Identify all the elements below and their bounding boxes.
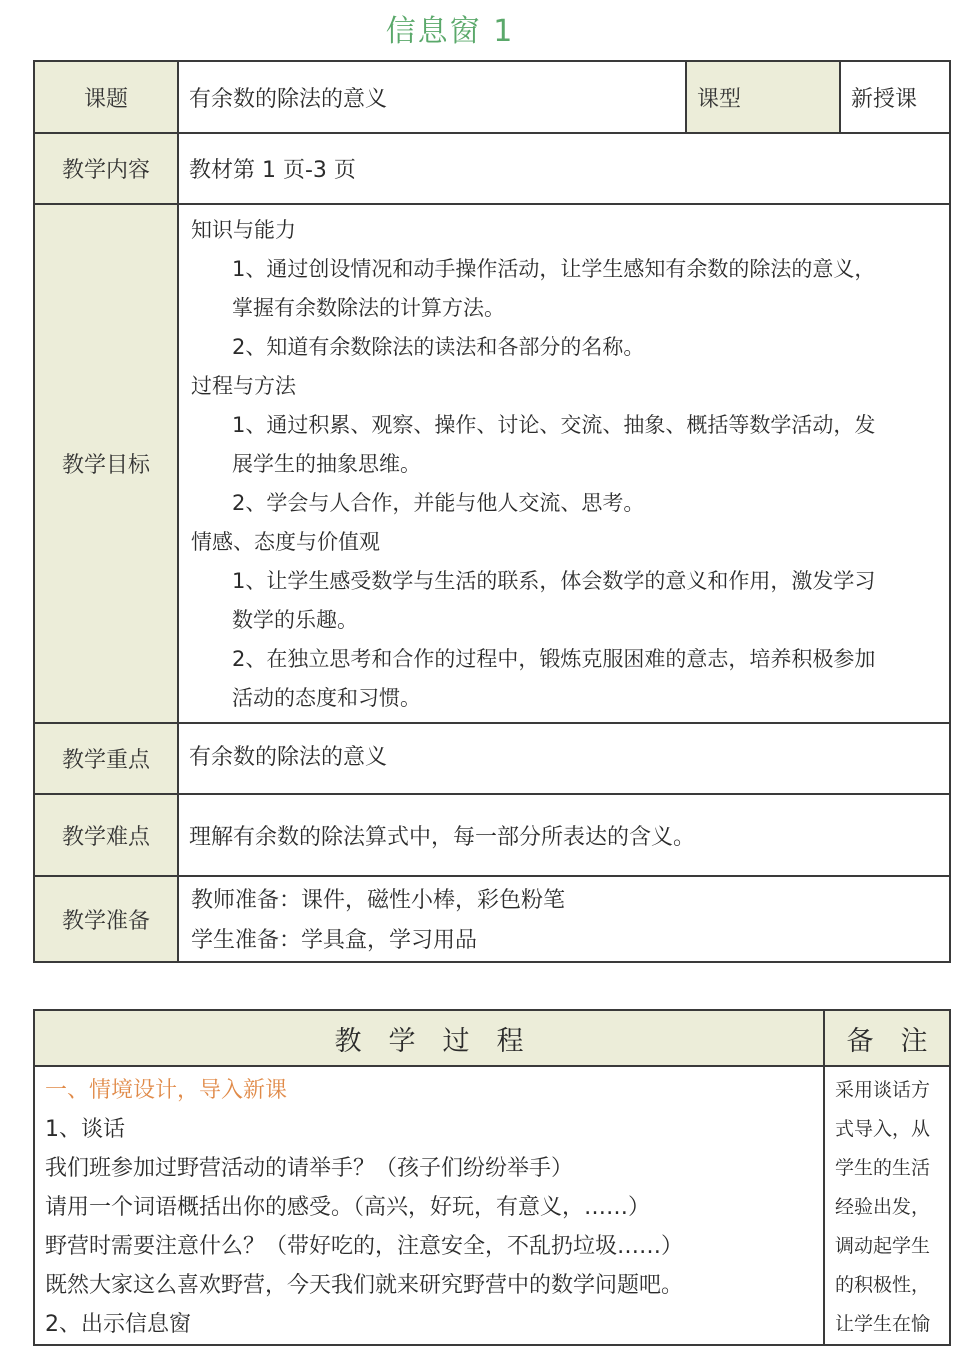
- note-line: 式导入，从: [835, 1118, 931, 1140]
- key-row: [34, 723, 950, 794]
- goals-label: 教学目标: [34, 204, 178, 723]
- content-label: 教学内容: [34, 133, 178, 204]
- process-line: 1、谈话: [45, 1117, 125, 1142]
- note-line: 的积极性，: [835, 1274, 931, 1296]
- section-title: 一、情境设计，导入新课: [45, 1078, 288, 1103]
- goal-heading: 知识与能力: [191, 218, 296, 242]
- goal-line: 2、学会与人合作，并能与他人交流、思考。: [232, 491, 645, 515]
- process-line: 2、出示信息窗: [45, 1312, 191, 1337]
- goal-heading: 情感、态度与价值观: [191, 530, 380, 554]
- process-content: [34, 1066, 824, 1345]
- notes-header: 备 注: [824, 1010, 950, 1066]
- prep-content: [178, 876, 950, 962]
- goal-line: 掌握有余数除法的计算方法。: [232, 296, 505, 320]
- prep-teacher: 教师准备：课件，磁性小棒，彩色粉笔: [191, 888, 566, 913]
- prep-student: 学生准备：学具盒，学习用品: [191, 928, 478, 953]
- topic-value: 有余数的除法的意义: [178, 61, 686, 133]
- content-value: 教材第 1 页-3 页: [178, 133, 950, 204]
- type-value: 新授课: [840, 61, 950, 133]
- goal-line: 1、通过创设情况和动手操作活动，让学生感知有余数的除法的意义，: [232, 257, 876, 281]
- goal-line: 1、通过积累、观察、操作、讨论、交流、抽象、概括等数学活动，发: [232, 413, 876, 437]
- process-header: 教 学 过 程: [34, 1010, 824, 1066]
- process-body-row: [34, 1066, 950, 1345]
- note-line: 经验出发，: [835, 1196, 931, 1218]
- page-title: 信息窗 1: [385, 14, 515, 49]
- difficulty-value: 理解有余数的除法算式中，每一部分所表达的含义。: [178, 794, 950, 876]
- process-line: 野营时需要注意什么？（带好吃的，注意安全，不乱扔垃圾……）: [45, 1234, 684, 1259]
- lesson-info-table: [33, 60, 951, 963]
- difficulty-label: 教学难点: [34, 794, 178, 876]
- note-line: 学生的生活: [835, 1157, 931, 1179]
- topic-row: [34, 61, 950, 133]
- process-header-row: [34, 1010, 950, 1066]
- notes-content: [824, 1066, 950, 1345]
- difficulty-row: [34, 794, 950, 876]
- process-line: 既然大家这么喜欢野营，今天我们就来研究野营中的数学问题吧。: [45, 1273, 684, 1298]
- goal-line: 展学生的抽象思维。: [232, 452, 421, 476]
- goal-line: 活动的态度和习惯。: [232, 686, 421, 710]
- process-line: 我们班参加过野营活动的请举手？（孩子们纷纷举手）: [45, 1156, 574, 1181]
- goal-heading: 过程与方法: [191, 374, 296, 398]
- goal-line: 2、在独立思考和合作的过程中，锻炼克服困难的意志，培养积极参加: [232, 647, 876, 671]
- key-label: 教学重点: [34, 723, 178, 794]
- prep-label: 教学准备: [34, 876, 178, 962]
- note-line: 采用谈话方: [835, 1079, 931, 1101]
- goal-line: 2、知道有余数除法的读法和各部分的名称。: [232, 335, 645, 359]
- prep-row: [34, 876, 950, 962]
- goals-row: [34, 204, 950, 723]
- goal-line: 数学的乐趣。: [232, 608, 358, 632]
- topic-label: 课题: [34, 61, 178, 133]
- note-line: 调动起学生: [835, 1235, 931, 1257]
- process-line: 请用一个词语概括出你的感受。（高兴，好玩，有意义，……）: [45, 1195, 651, 1220]
- goal-line: 1、让学生感受数学与生活的联系，体会数学的意义和作用，激发学习: [232, 569, 876, 593]
- content-row: [34, 133, 950, 204]
- goals-content: [178, 204, 950, 723]
- key-value: 有余数的除法的意义: [178, 723, 950, 794]
- teaching-process-table: [33, 1009, 951, 1346]
- note-line: 让学生在愉: [835, 1313, 931, 1335]
- type-label: 课型: [686, 61, 840, 133]
